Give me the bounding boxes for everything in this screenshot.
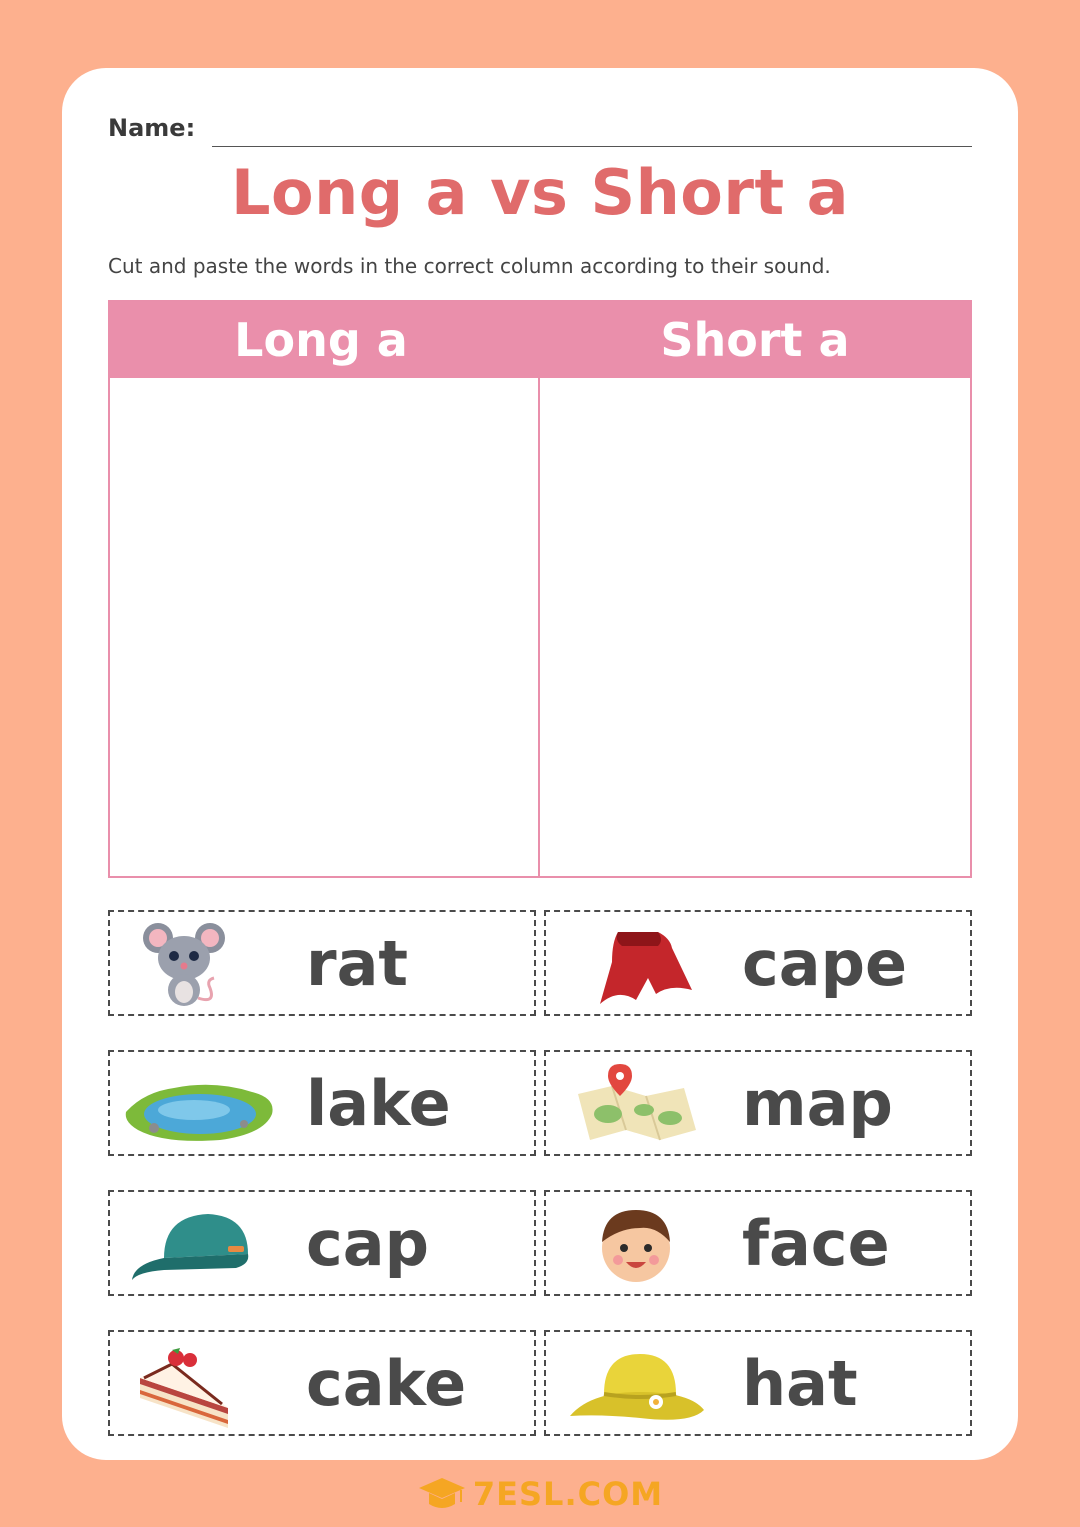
card-word: cape xyxy=(742,927,908,1000)
sorting-table xyxy=(108,300,972,878)
word-card-cape[interactable] xyxy=(544,910,972,1016)
card-word: lake xyxy=(306,1067,451,1140)
cape-icon xyxy=(560,918,710,1010)
worksheet-title: Long a vs Short a xyxy=(230,156,850,229)
card-word: cake xyxy=(306,1347,467,1420)
word-card-face[interactable] xyxy=(544,1190,972,1296)
cake-icon xyxy=(124,1338,274,1430)
word-card-rat[interactable] xyxy=(108,910,536,1016)
card-word: hat xyxy=(742,1347,858,1420)
hat-icon xyxy=(560,1338,710,1430)
name-input-line[interactable] xyxy=(212,146,972,147)
cap-icon xyxy=(124,1198,274,1290)
instructions: Cut and paste the words in the correct column according to their sound. xyxy=(108,254,831,278)
column-long-a-dropzone[interactable] xyxy=(110,378,540,876)
lake-icon xyxy=(124,1058,274,1150)
table-header xyxy=(110,302,970,378)
column-short-a-dropzone[interactable] xyxy=(540,378,970,876)
card-word: map xyxy=(742,1067,893,1140)
word-card-lake[interactable] xyxy=(108,1050,536,1156)
card-word: face xyxy=(742,1207,890,1280)
card-word: cap xyxy=(306,1207,429,1280)
card-word: rat xyxy=(306,927,409,1000)
mouse-icon xyxy=(124,918,274,1010)
brand-name: 7ESL.COM xyxy=(472,1475,664,1513)
face-icon xyxy=(560,1198,710,1290)
footer xyxy=(0,1472,1080,1516)
word-card-hat[interactable] xyxy=(544,1330,972,1436)
graduation-cap-icon xyxy=(417,1474,467,1512)
name-row xyxy=(108,110,972,150)
brand-logo[interactable] xyxy=(417,1472,663,1516)
name-label: Name: xyxy=(108,114,196,142)
map-icon xyxy=(560,1058,710,1150)
word-card-map[interactable] xyxy=(544,1050,972,1156)
column-header-long-a: Long a xyxy=(234,313,408,367)
word-card-cap[interactable] xyxy=(108,1190,536,1296)
word-card-cake[interactable] xyxy=(108,1330,536,1436)
column-header-short-a: Short a xyxy=(660,313,850,367)
worksheet xyxy=(62,68,1018,1460)
